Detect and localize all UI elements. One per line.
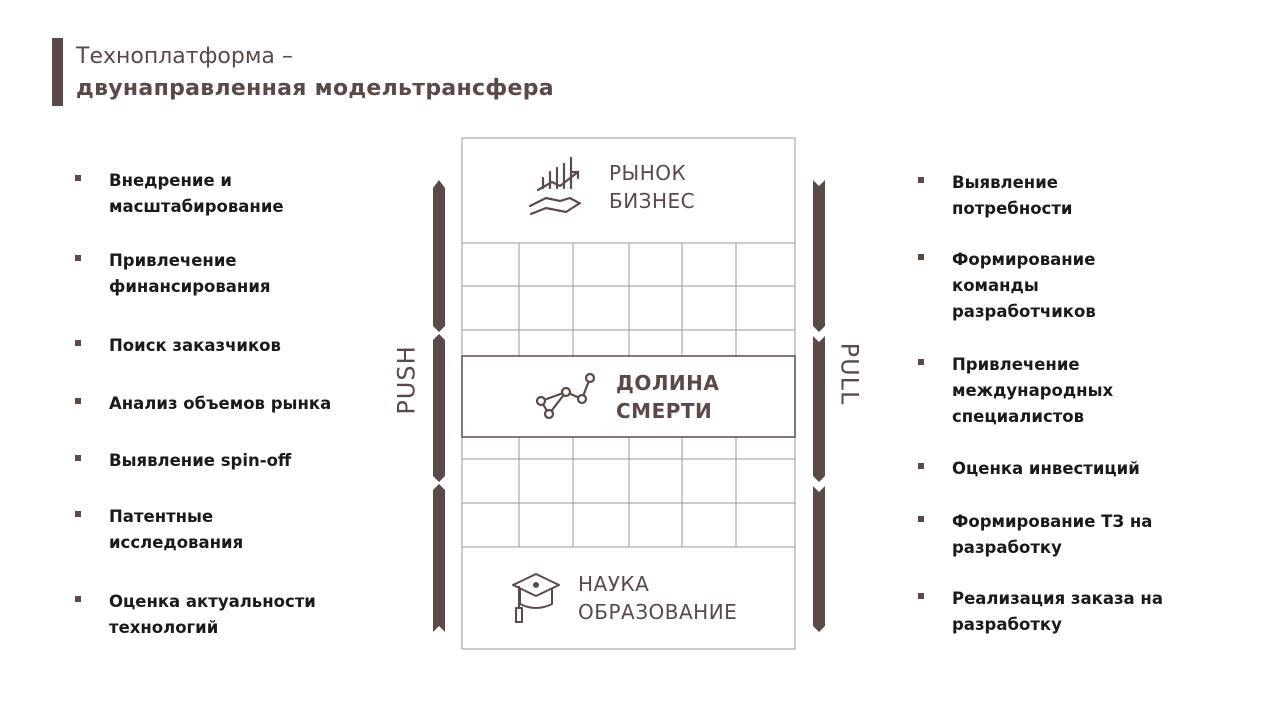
list-item: Поиск заказчиков	[109, 333, 281, 359]
list-item: Выявление потребности	[952, 170, 1072, 222]
list-item: Патентные исследования	[109, 504, 243, 556]
page-title: Технoплатформа –	[76, 44, 293, 69]
list-item: Оценка актуальности технологий	[109, 589, 316, 641]
page-subtitle: двунаправленная модельтрансфера	[76, 76, 554, 101]
science-label: НАУКА ОБРАЗОВАНИЕ	[578, 572, 738, 624]
valley-label: ДОЛИНА СМЕРТИ	[616, 371, 720, 423]
list-item: Анализ объемов рынка	[109, 391, 331, 417]
list-item: Реализация заказа на разработку	[952, 586, 1163, 638]
chart-hand-icon	[530, 158, 580, 214]
list-item: Выявление spin-off	[109, 448, 291, 474]
list-item: Оценка инвестиций	[952, 456, 1140, 482]
list-item: Формирование команды разработчиков	[952, 247, 1096, 325]
pull-arrow	[813, 180, 825, 632]
list-item: Формирование ТЗ на разработку	[952, 509, 1152, 561]
list-item: Внедрение и масштабирование	[109, 168, 284, 220]
market-label: РЫНОК БИЗНЕС	[609, 161, 696, 213]
list-item: Привлечение международных специалистов	[952, 352, 1113, 430]
pull-label: PULL	[835, 342, 864, 406]
graduation-cap-icon	[513, 574, 559, 622]
list-item: Привлечение финансирования	[109, 248, 271, 300]
push-label: PUSH	[392, 345, 421, 415]
push-arrow	[433, 180, 445, 632]
